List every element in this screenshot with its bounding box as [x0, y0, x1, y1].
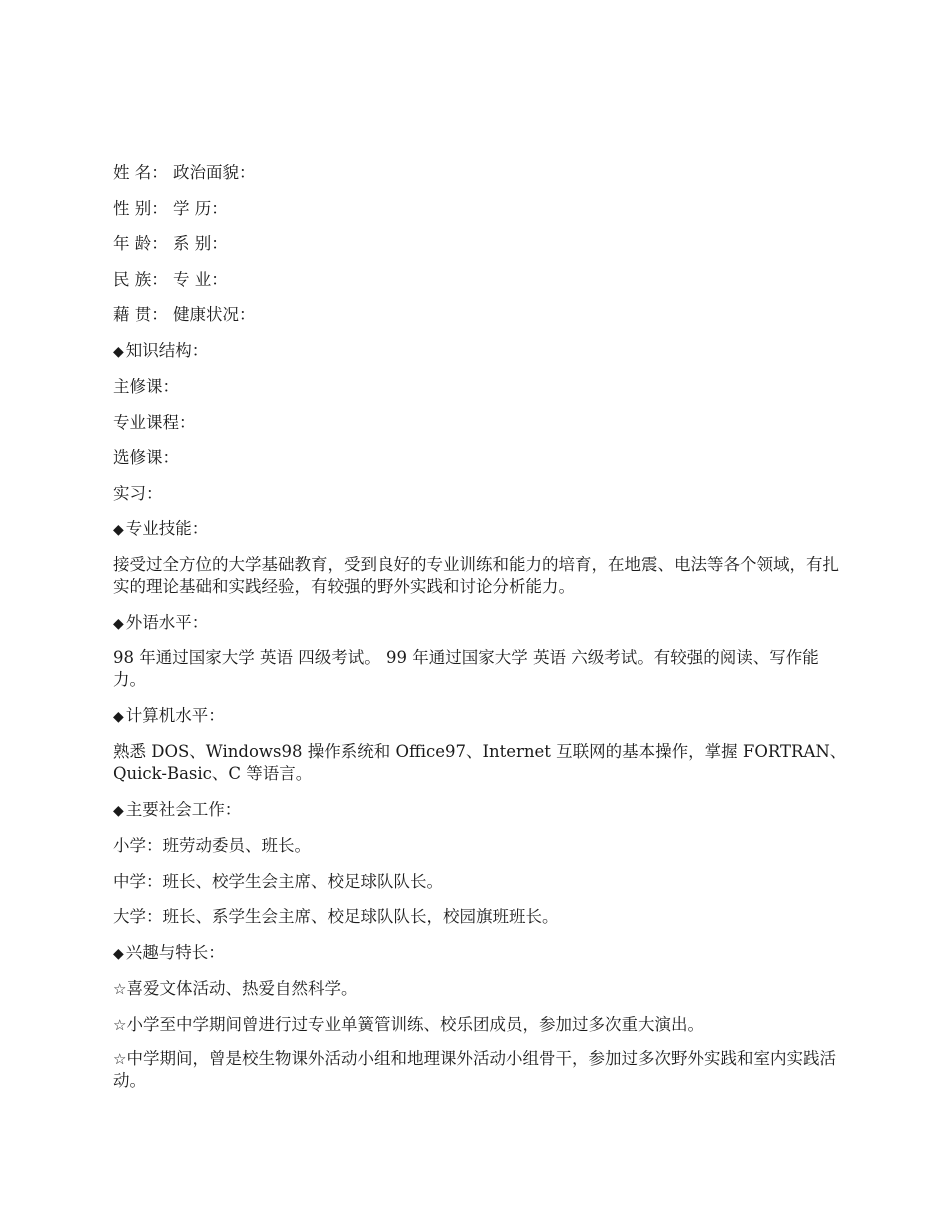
star-bullet-icon: ☆: [113, 1050, 127, 1068]
section-heading-social: [113, 798, 848, 823]
knowledge-electives: 选修课：: [113, 448, 179, 467]
computer-paragraph: 熟悉 DOS、Windows98 操作系统和 Office97、Internet 互联网的基本操作，掌握 FORTRAN、Quick-Basic、C 等语言。: [113, 741, 847, 783]
hobby-item: [113, 1048, 848, 1092]
heading-text: 外语水平：: [125, 612, 209, 632]
section-heading-skills: [113, 517, 848, 542]
personal-row-ethnicity: 民 族： 专 业：: [113, 269, 228, 289]
diamond-bullet-icon: ◆: [113, 709, 124, 725]
hobby-text: 小学至中学期间曾进行过专业单簧管训练、校乐团成员，参加过多次重大演出。: [126, 1014, 704, 1034]
heading-text: 计算机水平：: [125, 706, 225, 725]
skills-paragraph: 接受过全方位的大学基础教育，受到良好的专业训练和能力的培育，在地震、电法等各个领域，有扎实的理论基础和实践经验，有较强的野外实践和讨论分析能力。: [113, 554, 839, 596]
heading-text: 专业技能：: [125, 519, 209, 538]
personal-row-name: 姓 名： 政治面貌：: [113, 163, 256, 182]
social-university: 大学：班长、系学生会主席、校足球队队长，校园旗班班长。: [113, 907, 559, 926]
personal-row-hometown: 藉 贯： 健康状况：: [113, 305, 256, 324]
knowledge-courses: 专业课程：: [113, 412, 196, 432]
hobby-item: [113, 1013, 848, 1037]
social-middle: 中学：班长、校学生会主席、校足球队队长。: [113, 871, 443, 891]
hobby-text: 中学期间，曾是校生物课外活动小组和地理课外活动小组骨干，参加过多次野外实践和室内实践活动。: [113, 1049, 836, 1090]
resume-page: [113, 161, 848, 1105]
social-primary: 小学：班劳动委员、班长。: [113, 836, 311, 855]
knowledge-major: 主修课：: [113, 377, 179, 396]
language-paragraph: 98 年通过国家大学 英语 四级考试。 99 年通过国家大学 英语 六级考试。有较强的阅读、写作能力。: [113, 648, 819, 689]
section-heading-knowledge: [113, 339, 848, 364]
personal-row-age: 年 龄： 系 别：: [113, 234, 228, 253]
diamond-bullet-icon: ◆: [113, 522, 124, 538]
heading-text: 兴趣与特长：: [125, 942, 225, 962]
heading-text: 主要社会工作：: [125, 799, 242, 819]
diamond-bullet-icon: ◆: [113, 343, 124, 360]
hobby-item: [113, 977, 848, 1001]
diamond-bullet-icon: ◆: [113, 802, 124, 819]
section-heading-hobbies: [113, 941, 848, 966]
diamond-bullet-icon: ◆: [113, 945, 124, 962]
section-heading-computer: [113, 704, 848, 729]
diamond-bullet-icon: ◆: [113, 615, 124, 632]
section-heading-language: [113, 611, 848, 636]
hobby-text: 喜爱文体活动、热爱自然科学。: [126, 979, 358, 998]
knowledge-internship: 实习：: [113, 483, 163, 503]
star-bullet-icon: ☆: [113, 1015, 127, 1034]
star-bullet-icon: ☆: [113, 980, 127, 998]
personal-row-gender: 性 别： 学 历：: [113, 198, 228, 218]
heading-text: 知识结构：: [125, 340, 209, 360]
